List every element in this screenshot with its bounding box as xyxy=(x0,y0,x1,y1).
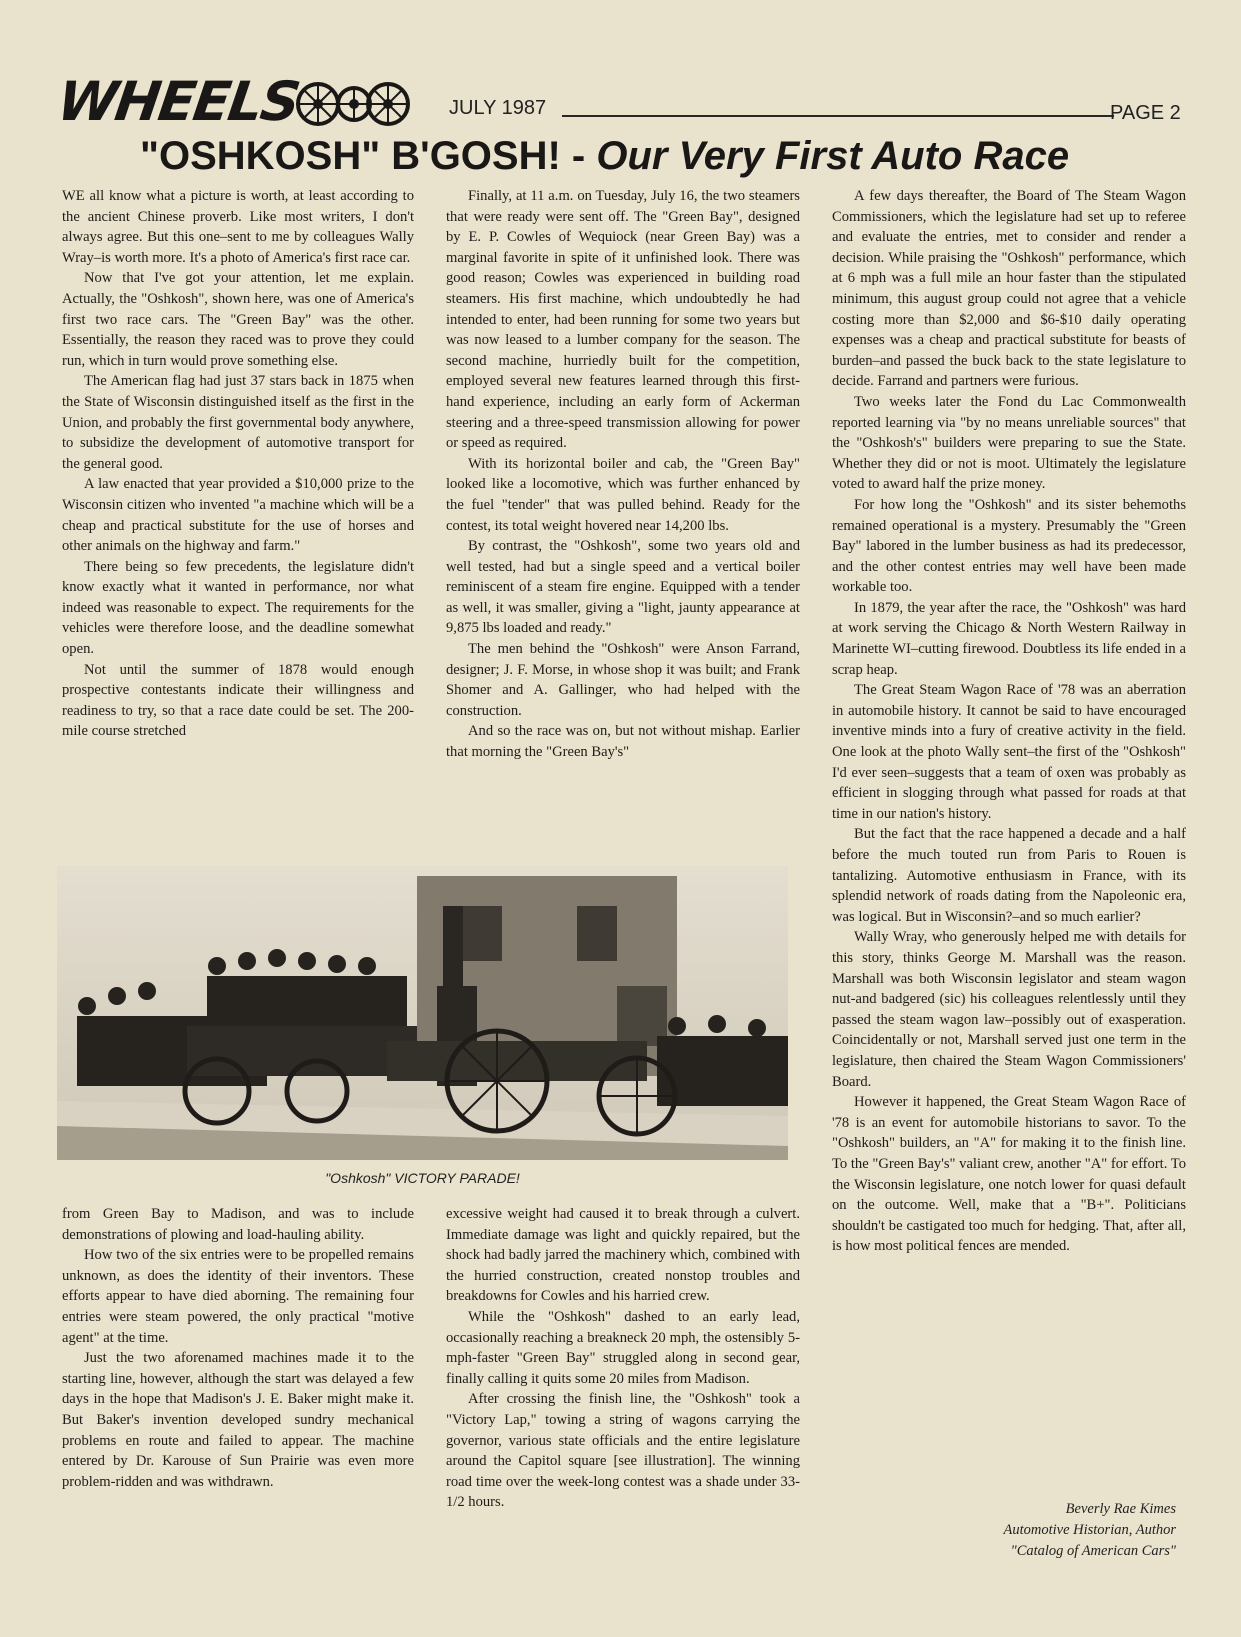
paragraph: However it happened, the Great Steam Wagon Race of '78 is an event for automobile historians to savor. To the "Oshkosh" builders, an "A" for making it to the finish line. To the "Green Bay's" valiant crew, another "A" for effort. To the Wisconsin legislature, one notch lower for quasi default on the outcome. Well, make that a "B+". Politicians shouldn't be castigated too much for hedging. That, after all, is how most political fences are mended. xyxy=(832,1094,1186,1255)
paragraph: Just the two aforenamed machines made it to the starting line, however, although the start was delayed a few days in the hope that Madison's J. E. Baker might make it. But Baker's invention developed sundry mechanical problems en route and failed to appear. The machine entered by Dr. Karouse of Sun Prairie was even more problem-ridden and was withdrawn. xyxy=(62,1350,414,1490)
paragraph: Two weeks later the Fond du Lac Commonwealth reported learning via "by no means unreliable sources" that the "Oshkosh's" builders were preparing to sue the State. Whether they did or not is moot. Ultimately the legislature voted to award half the prize money. xyxy=(832,393,1186,493)
paragraph: The American flag had just 37 stars back in 1875 when the State of Wisconsin distinguished itself as the first in the Union, and probably the first governmental body anywhere, to subsidize the development of automotive transport for the general good. xyxy=(62,373,414,472)
logo-wordmark: WHEELS xyxy=(53,70,303,133)
author-signoff xyxy=(832,1499,1176,1562)
paragraph: The Great Steam Wagon Race of '78 was an aberration in automobile history. It cannot be said to have encouraged inventive minds into a fury of creative activity in the field. One look at the photo Wally sent–the first of the "Oshkosh" I'd ever seen–suggests that a team of oxen was probably as efficient in slogging through what passed for roads at that time in our nation's history. xyxy=(832,682,1186,822)
author-book: "Catalog of American Cars" xyxy=(1010,1543,1176,1559)
wheels-emblem-icon xyxy=(296,78,416,128)
article-column-2 xyxy=(446,186,800,763)
author-title: Automotive Historian, Author xyxy=(1003,1522,1176,1538)
paragraph: excessive weight had caused it to break through a culvert. Immediate damage was light and quickly repaired, but the shock had badly jarred the machinery which, combined with the hurried construction, created nonstop troubles and breakdowns for Cowles and his harried crew. xyxy=(446,1206,800,1305)
paragraph: With its horizontal boiler and cab, the "Green Bay" looked like a locomotive, which was further enhanced by the fuel "tender" that was pulled behind. Ready for the contest, its total weight hovered near 14,200 lbs. xyxy=(446,455,800,534)
paragraph: In 1879, the year after the race, the "Oshkosh" was hard at work serving the Chicago & North Western Railway in Marinette WI–cutting firewood. Doubtless its life ended in a scrap heap. xyxy=(832,599,1186,678)
paragraph: A few days thereafter, the Board of The Steam Wagon Commissioners, which the legislature had set up to referee and evaluate the entries, met to consider and render a decision. While praising the "Oshkosh" performance, which at 6 mph was a full mile an hour faster than the stipulated minimum, this august group could not agree that a vehicle costing more than $2,000 and $6-$10 daily operating expenses was a cheap and practical substitute for beasts of burden–and passed the buck back to the state legislature to decide. Farrand and partners were furious. xyxy=(832,188,1186,390)
paragraph: But the fact that the race happened a decade and a half before the much touted run from Paris to Rouen is tantalizing. Automotive enthusiasm in France, with its splendid network of roads dating from the Napoleonic era, was logical. But in Wisconsin?–and so much earlier? xyxy=(832,826,1186,925)
paragraph: from Green Bay to Madison, and was to include demonstrations of plowing and load-hauling ability. xyxy=(62,1206,414,1243)
headline-main: "OSHKOSH" B'GOSH! - xyxy=(140,134,597,178)
author-name: Beverly Rae Kimes xyxy=(1065,1501,1176,1517)
masthead-rule xyxy=(562,115,1114,117)
article-column-3 xyxy=(832,186,1186,1257)
photo-caption: "Oshkosh" VICTORY PARADE! xyxy=(325,1170,520,1186)
paragraph: By contrast, the "Oshkosh", some two years old and well tested, had but a single speed and a vertical boiler reminiscent of a steam fire engine. Equipped with a tender as well, it was smaller, giving a "light, jaunty appearance at 9,875 lbs loaded and ready." xyxy=(446,538,800,637)
issue-date: JULY 1987 xyxy=(449,97,547,119)
steam-wagon-photo-illustration xyxy=(57,866,788,1160)
wheels-logo xyxy=(53,70,368,133)
headline-subtitle: Our Very First Auto Race xyxy=(596,134,1070,178)
paragraph: There being so few precedents, the legislature didn't know exactly what it wanted in performance, nor what indeed was reasonable to expect. The requirements for the vehicles were therefore loose, and the deadline somewhat open. xyxy=(62,558,414,658)
article-column-1 xyxy=(62,186,414,742)
paragraph: A law enacted that year provided a $10,000 prize to the Wisconsin citizen who invented "a machine which will be a cheap and practical substitute for the use of horses and other animals on the highway and farm." xyxy=(62,476,414,555)
paragraph: WE all know what a picture is worth, at least according to the ancient Chinese proverb. Like most writers, I don't always agree. But this one–sent to me by colleagues Wally Wray–is worth more. It's a photo of America's first race car. xyxy=(62,188,414,266)
paragraph: Wally Wray, who generously helped me with details for this story, thinks George M. Marshall was the reason. Marshall was both Wisconsin legislator and steam wagon nut-and badgered (sic) his colleagues relentlessly until they passed the steam wagon law–possibly out of exasperation. Coincidentally or not, Marshall served just one term in the legislature, then chaired the Steam Wagon Commissioners' Board. xyxy=(832,929,1186,1090)
paragraph: And so the race was on, but not without mishap. Earlier that morning the "Green Bay's" xyxy=(446,723,800,761)
victory-parade-photo xyxy=(57,866,788,1160)
paragraph: The men behind the "Oshkosh" were Anson Farrand, designer; J. F. Morse, in whose shop it was built; and Frank Shomer and A. Gallinger, who had helped with the construction. xyxy=(446,641,800,719)
article-column-4 xyxy=(62,1204,414,1492)
paragraph: Now that I've got your attention, let me explain. Actually, the "Oshkosh", shown here, was one of America's first two race cars. The "Green Bay" was the other. Essentially, the reason they raced was to prove they could run, which in turn would prove something else. xyxy=(62,270,414,369)
paragraph: Finally, at 11 a.m. on Tuesday, July 16, the two steamers that were ready were sent off. The "Green Bay", designed by E. P. Cowles of Wequiock (near Green Bay) was a marginal favorite in spite of it unfinished look. There was good reason; Cowles was experienced in building road steamers. His first machine, which undoubtedly he had intended to enter, had been running for some two years but was now leased to a lumber company for the season. The second machine, hurriedly built for the competition, employed several new features learned through this first-hand experience, including an early form of Ackerman steering and a three-speed transmission allowing for power or speed as required. xyxy=(446,188,800,452)
paragraph: How two of the six entries were to be propelled remains unknown, as does the identity of their inventors. These efforts appear to have died aborning. The remaining four entries were steam powered, the only practical "motive agent" at the time. xyxy=(62,1247,414,1346)
paragraph: For how long the "Oshkosh" and its sister behemoths remained operational is a mystery. Presumably the "Green Bay" labored in the lumber business as had its predecessor, and the other contest entries may well have been made workable too. xyxy=(832,496,1186,596)
paragraph: Not until the summer of 1878 would enough prospective contestants indicate their willingness and readiness to try, so that a race date could be set. The 200-mile course stretched xyxy=(62,661,414,740)
article-headline xyxy=(140,132,1140,180)
page-number: PAGE 2 xyxy=(1110,102,1181,124)
paragraph: While the "Oshkosh" dashed to an early lead, occasionally reaching a breakneck 20 mph, the ostensibly 5-mph-faster "Green Bay" struggled along in second gear, finally calling it quits some 20 miles from Madison. xyxy=(446,1308,800,1387)
article-column-5 xyxy=(446,1204,800,1513)
paragraph: After crossing the finish line, the "Oshkosh" took a "Victory Lap," towing a string of wagons carrying the governor, various state officials and the entire legislature around the Capitol square [see illustration]. The winning road time over the week-long contest was a shade under 33-1/2 hours. xyxy=(446,1391,800,1511)
